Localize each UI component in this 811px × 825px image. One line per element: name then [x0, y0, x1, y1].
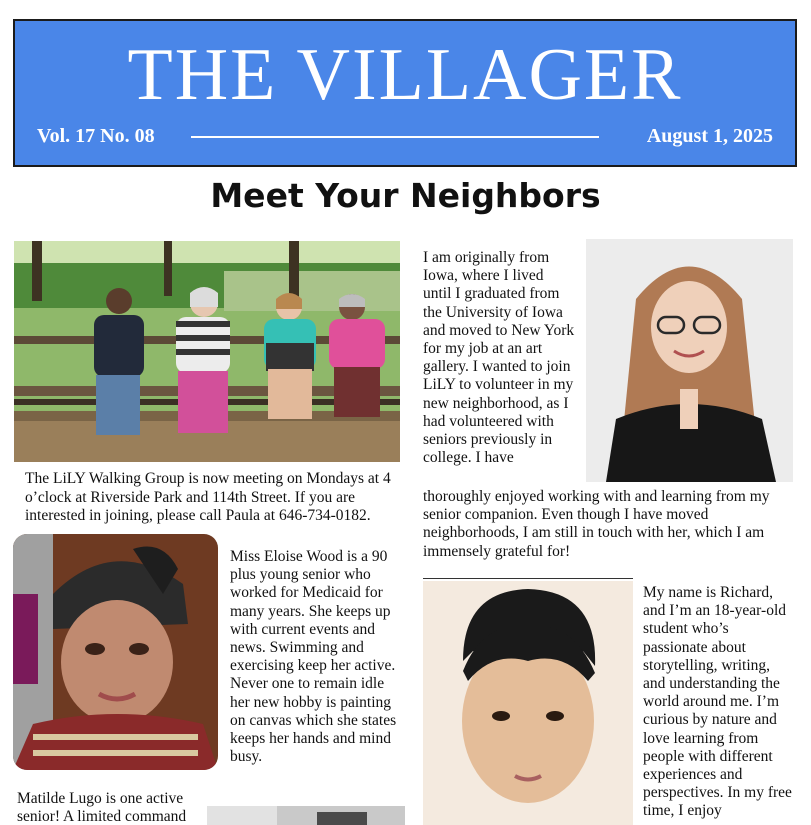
- walking-group-caption: The LiLY Walking Group is now meeting on Mondays at 4 o’clock at Riverside Park and 114th Street. If you are interested in joining, please call Paula at 646-734-0182.: [25, 470, 391, 524]
- newspaper-title: THE VILLAGER: [127, 34, 683, 116]
- volunteer-story-continued: thoroughly enjoyed working with and learning from my senior companion. Even though I have moved neighborhoods, I am still in touch with her, which I am immensely grateful for!: [423, 488, 770, 560]
- richard-portrait: [423, 581, 633, 825]
- matilde-photo-top: [207, 806, 405, 825]
- matilde-story: Matilde Lugo is one active senior! A limited command: [17, 790, 187, 825]
- volunteer-portrait: [586, 239, 793, 482]
- volunteer-story-intro: I am originally from Iowa, where I lived until I graduated from the University of Iowa and moved to New York for my job at an art gallery. I wanted to join LiLY to volunteer in my new neighborhood, as I had volunteered with seniors previously in college. I have: [423, 249, 575, 467]
- volume-number: Vol. 17 No. 08: [37, 125, 155, 147]
- masthead-info-row: [37, 125, 773, 155]
- richard-photo-rule: [423, 578, 633, 579]
- walking-group-photo: [14, 241, 400, 462]
- eloise-story: Miss Eloise Wood is a 90 plus young senior who worked for Medicaid for many years. She keeps up with current events and news. Swimming and exercising keep her active. Never one to remain idle her new hobby is painting on canvas which she states keeps her hands and mind busy.: [230, 548, 397, 766]
- eloise-portrait: [13, 534, 218, 770]
- richard-story: My name is Richard, and I’m an 18-year-old student who’s passionate about storytelling, writing, and understanding the world around me. I’m curious by nature and love learning from people with different experiences and perspectives. In my free time, I enjoy: [643, 584, 792, 820]
- masthead-divider: [191, 136, 599, 138]
- section-title: Meet Your Neighbors: [210, 176, 601, 215]
- masthead: [13, 19, 797, 167]
- issue-date: August 1, 2025: [646, 125, 773, 147]
